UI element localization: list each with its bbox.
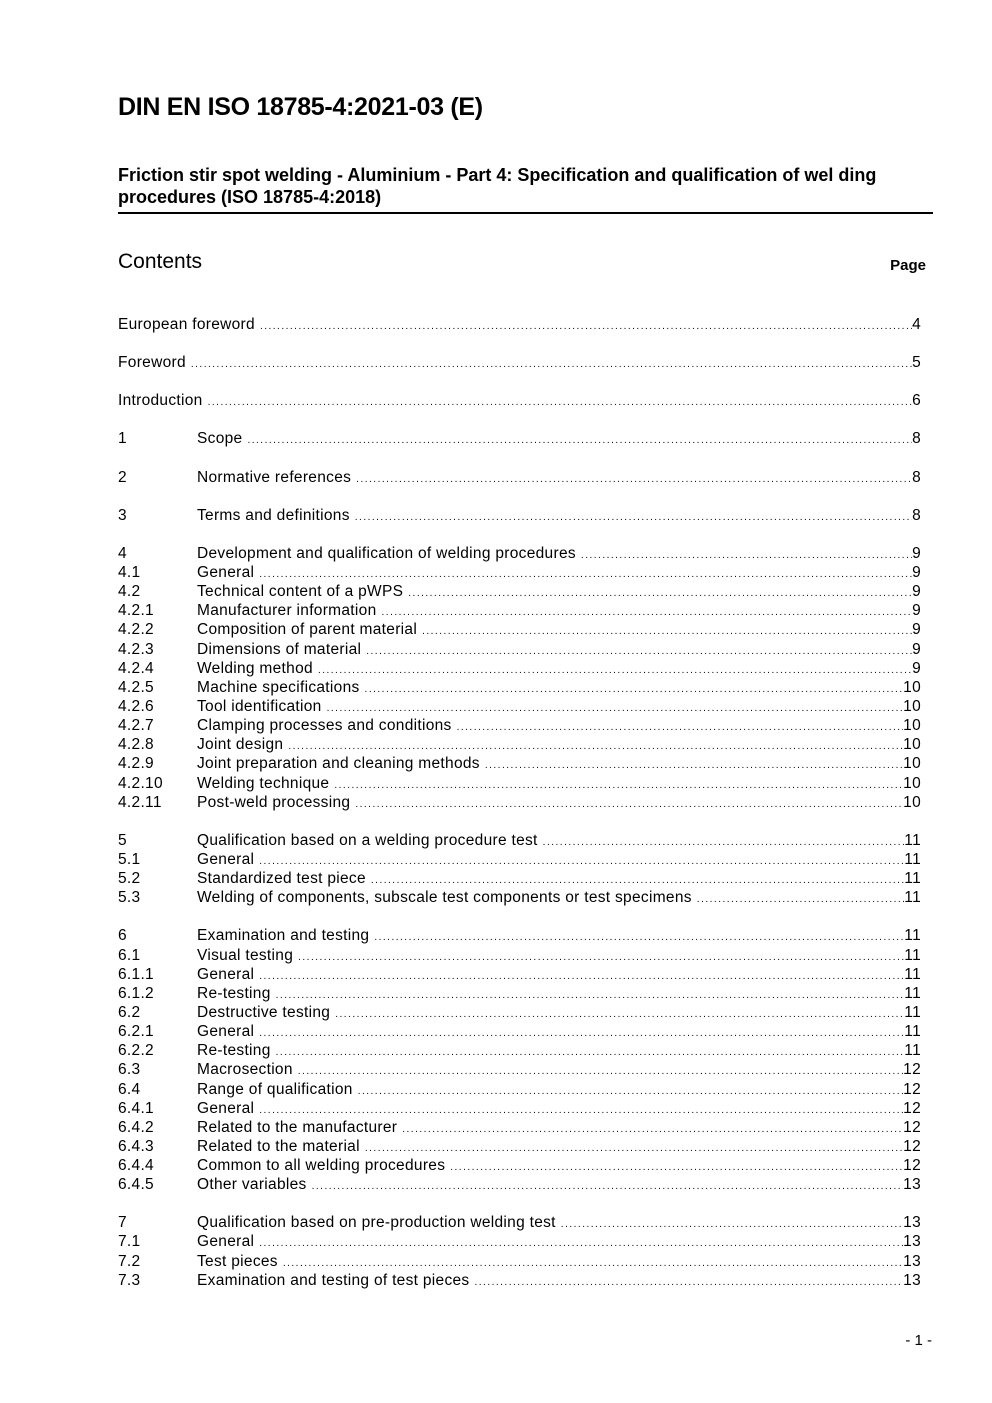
toc-dot-leader (474, 1273, 903, 1292)
toc-entry-title: General (197, 563, 255, 581)
toc-dot-leader (382, 603, 913, 622)
toc-entry[interactable] (118, 640, 921, 659)
toc-entry-page: 10 (903, 697, 921, 715)
toc-entry-number: 6.4.5 (118, 1176, 154, 1194)
toc-entry-title: Tool identification (197, 697, 322, 715)
toc-entry-page: 12 (903, 1137, 921, 1155)
toc-entry-number: 4.2.9 (118, 755, 154, 773)
toc-entry-number: 4.2.1 (118, 602, 154, 620)
toc-entry-title: Post-weld processing (197, 793, 351, 811)
toc-entry-number: 6.1 (118, 946, 141, 964)
toc-entry-title: Dimensions of material (197, 640, 362, 658)
toc-entry-page: 9 (912, 640, 921, 658)
toc-spacer (118, 907, 921, 926)
document-title: Friction stir spot welding - Aluminium - Part 4: Specification and qualification of wel ding procedures (ISO 18785-4:2018) (118, 164, 933, 214)
toc-entry[interactable] (118, 1041, 921, 1060)
toc-entry-title: Re-testing (197, 1042, 271, 1060)
toc-entry-page: 13 (903, 1271, 921, 1289)
toc-entry[interactable] (118, 601, 921, 620)
toc-entry-title: Composition of parent material (197, 621, 418, 639)
toc-entry[interactable] (118, 888, 921, 907)
toc-entry-page: 8 (912, 506, 921, 524)
toc-spacer (118, 449, 921, 468)
toc-entry[interactable] (118, 678, 921, 697)
toc-entry[interactable] (118, 946, 921, 965)
toc-entry-page: 13 (903, 1176, 921, 1194)
toc-entry-number: 4 (118, 544, 127, 562)
toc-entry-number: 4.2.3 (118, 640, 154, 658)
toc-entry-page: 9 (912, 659, 921, 677)
toc-entry-number: 1 (118, 430, 127, 448)
toc-entry[interactable] (118, 563, 921, 582)
toc-entry-number: 6.1.2 (118, 984, 154, 1002)
toc-entry[interactable] (118, 1022, 921, 1041)
toc-entry-title: Qualification based on pre-production welding test (197, 1214, 556, 1232)
toc-entry-number: 4.2.2 (118, 621, 154, 639)
toc-entry[interactable] (118, 735, 921, 754)
toc-entry-page: 13 (903, 1214, 921, 1232)
toc-dot-leader (191, 355, 912, 374)
toc-entry-number: 5.1 (118, 850, 141, 868)
toc-entry-page: 10 (903, 774, 921, 792)
toc-dot-leader (259, 1234, 903, 1253)
toc-entry-title: Technical content of a pWPS (197, 583, 404, 601)
table-of-contents (118, 315, 921, 1290)
toc-entry-number: 4.2.5 (118, 678, 154, 696)
toc-entry-title: Normative references (197, 468, 352, 486)
toc-entry-number: 6.4.2 (118, 1118, 154, 1136)
toc-entry-title: Destructive testing (197, 1003, 331, 1021)
toc-spacer (118, 1194, 921, 1213)
toc-entry-number: 4.2.7 (118, 717, 154, 735)
toc-entry-title: Machine specifications (197, 678, 360, 696)
toc-dot-leader (208, 393, 912, 412)
toc-dot-leader (260, 317, 912, 336)
toc-entry-page: 9 (912, 602, 921, 620)
toc-dot-leader (318, 661, 912, 680)
toc-dot-leader (358, 1082, 903, 1101)
toc-entry[interactable] (118, 850, 921, 869)
toc-entry-number: 4.2.11 (118, 793, 162, 811)
toc-entry[interactable] (118, 468, 921, 487)
toc-dot-leader (457, 718, 904, 737)
toc-entry-title: Range of qualification (197, 1080, 353, 1098)
toc-entry[interactable] (118, 869, 921, 888)
toc-entry-number: 6.4.3 (118, 1137, 154, 1155)
toc-entry-title: Qualification based on a welding procedure test (197, 831, 538, 849)
toc-entry-page: 12 (903, 1080, 921, 1098)
toc-entry-page: 9 (912, 621, 921, 639)
toc-entry[interactable] (118, 659, 921, 678)
toc-entry[interactable] (118, 926, 921, 945)
toc-entry-title: Test pieces (197, 1252, 278, 1270)
toc-dot-leader (259, 1024, 904, 1043)
toc-dot-leader (356, 470, 912, 489)
toc-entry-number: 6.2.1 (118, 1023, 154, 1041)
toc-entry[interactable] (118, 1252, 921, 1271)
toc-entry[interactable] (118, 1118, 921, 1137)
toc-entry-title: Foreword (118, 354, 186, 372)
toc-dot-leader (247, 431, 912, 450)
toc-entry[interactable] (118, 1137, 921, 1156)
toc-entry-title: Manufacturer information (197, 602, 377, 620)
toc-entry[interactable] (118, 1213, 921, 1232)
toc-entry-number: 4.2.4 (118, 659, 154, 677)
toc-entry[interactable] (118, 774, 921, 793)
toc-entry-page: 8 (912, 430, 921, 448)
toc-entry[interactable] (118, 582, 921, 601)
toc-entry-page: 10 (903, 717, 921, 735)
toc-entry-page: 11 (904, 946, 921, 964)
toc-dot-leader (402, 1120, 903, 1139)
toc-dot-leader (543, 833, 905, 852)
toc-spacer (118, 372, 921, 391)
toc-entry-title: Welding technique (197, 774, 330, 792)
toc-entry[interactable] (118, 429, 921, 448)
toc-entry-number: 2 (118, 468, 127, 486)
toc-entry-title: Examination and testing (197, 927, 370, 945)
toc-entry[interactable] (118, 1156, 921, 1175)
toc-entry-page: 6 (912, 392, 921, 410)
toc-entry-page: 5 (912, 354, 921, 372)
toc-entry-title: Other variables (197, 1176, 307, 1194)
toc-entry-title: Development and qualification of welding procedures (197, 544, 576, 562)
toc-entry[interactable] (118, 965, 921, 984)
toc-entry[interactable] (118, 1232, 921, 1251)
toc-entry-number: 6 (118, 927, 127, 945)
page-column-heading: Page (890, 257, 926, 274)
toc-entry[interactable] (118, 1003, 921, 1022)
toc-entry-number: 4.2.6 (118, 697, 154, 715)
toc-dot-leader (298, 948, 904, 967)
toc-entry[interactable] (118, 1080, 921, 1099)
toc-entry-page: 10 (903, 736, 921, 754)
toc-entry-page: 9 (912, 563, 921, 581)
toc-dot-leader (276, 986, 905, 1005)
toc-entry-page: 9 (912, 583, 921, 601)
toc-entry-number: 5.2 (118, 870, 141, 888)
toc-entry-page: 13 (903, 1252, 921, 1270)
page-number-footer: - 1 - (905, 1332, 932, 1349)
toc-entry-title: General (197, 1023, 255, 1041)
toc-dot-leader (485, 756, 903, 775)
toc-entry-page: 12 (903, 1157, 921, 1175)
toc-entry-title: Clamping processes and conditions (197, 717, 452, 735)
toc-entry[interactable] (118, 793, 921, 812)
contents-heading: Contents (118, 250, 203, 273)
toc-spacer (118, 334, 921, 353)
toc-dot-leader (422, 622, 912, 641)
toc-entry-number: 6.2 (118, 1003, 141, 1021)
toc-entry-page: 11 (904, 870, 921, 888)
toc-entry[interactable] (118, 620, 921, 639)
toc-entry-number: 4.2 (118, 583, 141, 601)
toc-entry-number: 5.3 (118, 889, 141, 907)
toc-entry-number: 6.4.1 (118, 1099, 154, 1117)
toc-dot-leader (259, 967, 904, 986)
toc-dot-leader (334, 776, 903, 795)
toc-entry-page: 4 (912, 316, 921, 333)
toc-entry-title: Macrosection (197, 1061, 293, 1079)
toc-entry-number: 3 (118, 506, 127, 524)
toc-entry-number: 7.2 (118, 1252, 141, 1270)
toc-entry[interactable] (118, 544, 921, 563)
toc-entry[interactable] (118, 984, 921, 1003)
toc-entry-page: 10 (903, 793, 921, 811)
toc-entry-number: 6.2.2 (118, 1042, 154, 1060)
toc-dot-leader (581, 546, 912, 565)
toc-entry[interactable] (118, 1271, 921, 1290)
toc-dot-leader (697, 890, 905, 909)
toc-dot-leader (355, 795, 903, 814)
toc-entry-number: 6.4 (118, 1080, 141, 1098)
toc-spacer (118, 410, 921, 429)
toc-entry-title: Common to all welding procedures (197, 1157, 446, 1175)
toc-entry-page: 10 (903, 678, 921, 696)
toc-entry-title: Introduction (118, 392, 203, 410)
toc-dot-leader (355, 508, 912, 527)
toc-spacer (118, 812, 921, 831)
toc-entry[interactable] (118, 506, 921, 525)
toc-entry-page: 11 (904, 831, 921, 849)
toc-entry-title: General (197, 1099, 255, 1117)
toc-entry-page: 11 (904, 889, 921, 907)
toc-dot-leader (298, 1062, 903, 1081)
toc-dot-leader (450, 1158, 903, 1177)
toc-entry-title: Welding method (197, 659, 313, 677)
toc-entry-number: 4.2.8 (118, 736, 154, 754)
toc-spacer (118, 487, 921, 506)
toc-entry-page: 11 (904, 1023, 921, 1041)
toc-dot-leader (312, 1177, 904, 1196)
toc-entry[interactable] (118, 353, 921, 372)
toc-entry-title: Joint design (197, 736, 284, 754)
toc-entry-page: 11 (904, 1042, 921, 1060)
toc-entry-title: Re-testing (197, 984, 271, 1002)
toc-entry-page: 11 (904, 1003, 921, 1021)
toc-entry[interactable] (118, 831, 921, 850)
toc-dot-leader (365, 680, 904, 699)
toc-dot-leader (374, 928, 904, 947)
toc-entry-title: Visual testing (197, 946, 294, 964)
toc-entry-page: 12 (903, 1099, 921, 1117)
toc-entry[interactable] (118, 391, 921, 410)
toc-dot-leader (366, 642, 912, 661)
toc-entry[interactable] (118, 1175, 921, 1194)
toc-entry-number: 6.4.4 (118, 1157, 154, 1175)
toc-entry[interactable] (118, 716, 921, 735)
toc-entry-page: 8 (912, 468, 921, 486)
toc-entry-page: 10 (903, 755, 921, 773)
toc-entry-number: 7.3 (118, 1271, 141, 1289)
toc-dot-leader (276, 1043, 905, 1062)
toc-entry-page: 12 (903, 1061, 921, 1079)
toc-entry-page: 12 (903, 1118, 921, 1136)
toc-entry-title: Joint preparation and cleaning methods (197, 755, 480, 773)
toc-entry-number: 6.1.1 (118, 965, 154, 983)
toc-spacer (118, 525, 921, 544)
toc-entry-title: General (197, 1233, 255, 1251)
toc-entry-title: Standardized test piece (197, 870, 366, 888)
toc-entry-number: 7.1 (118, 1233, 141, 1251)
toc-dot-leader (408, 584, 912, 603)
toc-entry-page: 11 (904, 984, 921, 1002)
toc-dot-leader (561, 1215, 903, 1234)
document-id: DIN EN ISO 18785-4:2021-03 (E) (118, 93, 483, 121)
toc-entry-title: Welding of components, subscale test components or test specimens (197, 889, 692, 907)
toc-entry-number: 4.1 (118, 563, 141, 581)
toc-entry-page: 13 (903, 1233, 921, 1251)
toc-entry[interactable] (118, 697, 921, 716)
toc-entry-page: 11 (904, 850, 921, 868)
toc-entry-title: General (197, 850, 255, 868)
toc-entry-page: 11 (904, 965, 921, 983)
toc-entry[interactable] (118, 1099, 921, 1118)
toc-entry-page: 9 (912, 544, 921, 562)
toc-dot-leader (335, 1005, 904, 1024)
toc-entry[interactable] (118, 754, 921, 773)
toc-entry[interactable] (118, 1060, 921, 1079)
toc-entry[interactable] (118, 315, 921, 334)
toc-entry-number: 4.2.10 (118, 774, 163, 792)
toc-entry-title: European foreword (118, 316, 255, 333)
toc-entry-number: 5 (118, 831, 127, 849)
toc-entry-title: Related to the material (197, 1137, 360, 1155)
toc-entry-title: Terms and definitions (197, 506, 350, 524)
toc-entry-title: Scope (197, 430, 243, 448)
toc-entry-number: 6.3 (118, 1061, 141, 1079)
toc-entry-page: 11 (904, 927, 921, 945)
toc-entry-number: 7 (118, 1214, 127, 1232)
toc-entry-title: General (197, 965, 255, 983)
toc-entry-title: Examination and testing of test pieces (197, 1271, 470, 1289)
toc-entry-title: Related to the manufacturer (197, 1118, 398, 1136)
